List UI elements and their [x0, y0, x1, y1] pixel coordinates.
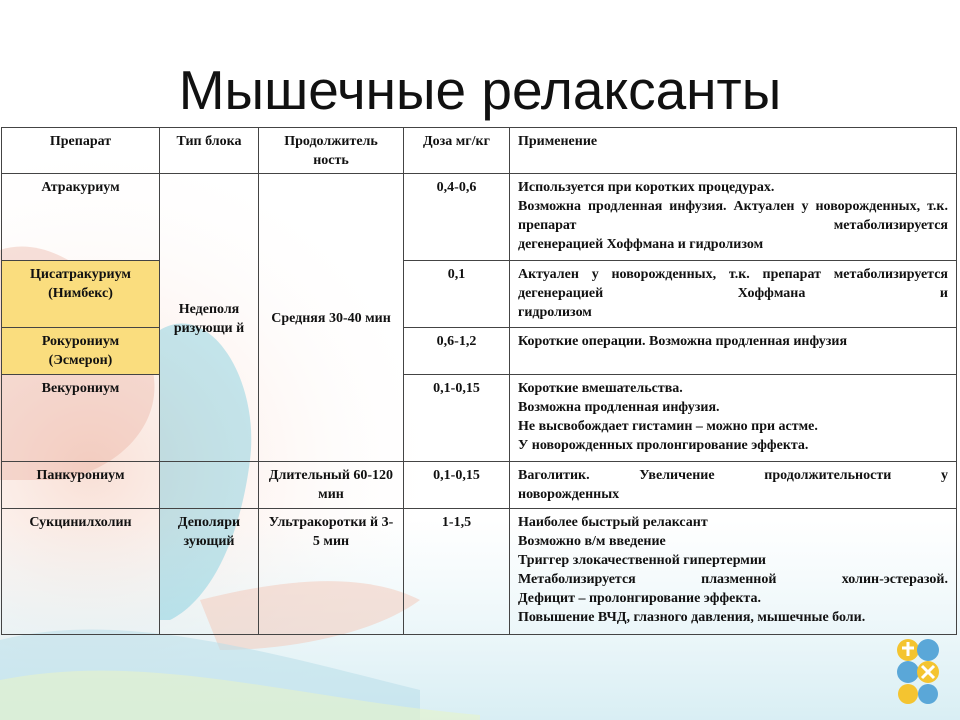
table-row — [2, 328, 957, 375]
drug-cell: Векурониум — [2, 375, 160, 462]
drug-cell: Сукцинилхолин — [2, 509, 160, 635]
drug-cell: Рокурониум (Эсмерон) — [2, 328, 160, 375]
usage-line: дегенерацией Хоффмана и гидролизом — [518, 237, 764, 253]
dose-cell: 0,1-0,15 — [404, 461, 510, 508]
header-drug: Препарат — [2, 128, 160, 174]
drug-cell: Цисатракуриум (Нимбекс) — [2, 260, 160, 327]
usage-cell — [510, 509, 957, 635]
usage-line: Возможно в/м введение — [518, 534, 666, 550]
dose-cell: 0,6-1,2 — [404, 328, 510, 375]
dose-cell: 0,4-0,6 — [404, 174, 510, 261]
table-row — [2, 509, 957, 635]
duration-cell: Ультракоротки й 3-5 мин — [259, 509, 404, 635]
dose-cell: 0,1 — [404, 260, 510, 327]
usage-line: Используется при коротких процедурах. — [518, 180, 775, 196]
usage-line: Ваголитик. Увеличение продолжительности у — [518, 467, 948, 483]
usage-line: новорожденных — [518, 486, 620, 502]
usage-line: Наиболее быстрый релаксант — [518, 515, 708, 531]
slide-title: Мышечные релаксанты — [178, 59, 782, 121]
usage-line: Короткие вмешательства. — [518, 381, 683, 397]
header-duration: Продолжитель ность — [259, 128, 404, 174]
usage-line: Возможна продленная инфузия. Актуален у новорожденных, т.к. препарат метаболизируется — [518, 199, 948, 234]
brand-logo — [894, 636, 942, 706]
usage-cell — [510, 328, 957, 375]
drug-cell: Атракуриум — [2, 174, 160, 261]
relaxants-table — [1, 127, 957, 635]
dose-cell: 1-1,5 — [404, 509, 510, 635]
usage-line: Короткие операции. Возможна продленная инфузия — [518, 334, 848, 350]
usage-line: Повышение ВЧД, глазного давления, мышечные боли. — [518, 610, 866, 626]
usage-line: гидролизом — [518, 304, 592, 320]
usage-cell — [510, 375, 957, 462]
usage-line: Дефицит – пролонгирование эффекта. — [518, 591, 761, 607]
header-dose: Доза мг/кг — [404, 128, 510, 174]
usage-line: У новорожденных пролонгирование эффекта. — [518, 438, 809, 454]
block-type-cell: Недеполя ризующи й — [160, 174, 259, 462]
usage-line: Возможна продленная инфузия. — [518, 400, 720, 416]
table-row — [2, 375, 957, 462]
usage-cell — [510, 461, 957, 508]
duration-cell: Средняя 30-40 мин — [259, 174, 404, 462]
dose-cell: 0,1-0,15 — [404, 375, 510, 462]
table-row — [2, 461, 957, 508]
block-type-cell-empty — [160, 461, 259, 508]
duration-cell: Длительный 60-120 мин — [259, 461, 404, 508]
block-type-cell: Деполяри зующий — [160, 509, 259, 635]
usage-line: Триггер злокачественной гипертермии — [518, 553, 766, 569]
table-row — [2, 174, 957, 261]
usage-line: Актуален у новорожденных, т.к. препарат метаболизируется дегенерацией Хоффмана и — [518, 266, 948, 301]
header-block-type: Тип блока — [160, 128, 259, 174]
usage-cell — [510, 174, 957, 261]
table-row — [2, 260, 957, 327]
drug-cell: Панкурониум — [2, 461, 160, 508]
header-usage: Применение — [510, 128, 957, 174]
usage-line: Метаболизируется плазменной холин-эстеразой. — [518, 572, 948, 588]
usage-line: Не высвобождает гистамин – можно при астме. — [518, 419, 818, 435]
table-header-row — [2, 128, 957, 174]
usage-cell — [510, 260, 957, 327]
